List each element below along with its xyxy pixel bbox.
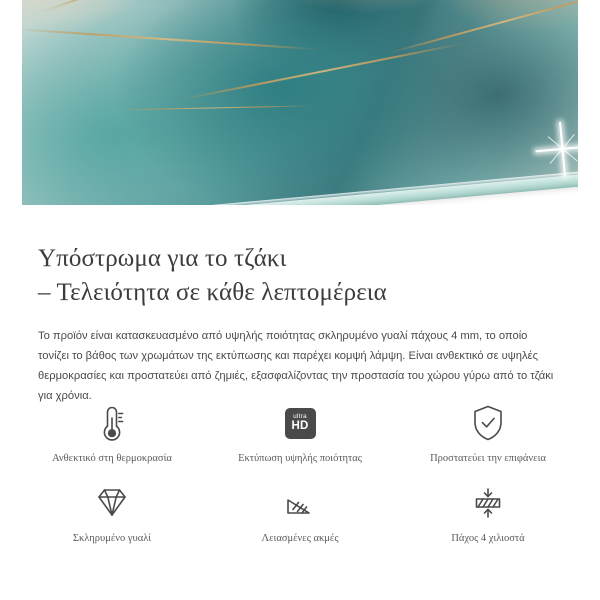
feature-label: Σκληρυμένο γυαλί <box>72 533 152 544</box>
smooth-edges-icon <box>280 480 320 526</box>
hero-image <box>0 0 600 222</box>
hero-mask-left <box>0 0 22 222</box>
thickness-4mm-icon <box>468 480 508 526</box>
feature-item-thickness <box>394 480 582 552</box>
feature-item-temperature-resistant <box>18 400 206 472</box>
hero-image-frame <box>22 0 578 205</box>
page-title-line-2: – Τελειότητα σε κάθε λεπτομέρεια <box>38 279 387 306</box>
product-description-text: Το προϊόν είναι κατασκευασμένο από υψηλής ποιότητας σκληρυμένο γυαλί πάχους 4 mm, το οποίο τονίζει το βάθος των χρωμάτων της εκτύπωσης και παρέχει κομψή λάμψη. Είναι ανθεκτικό σε υψηλές θερμοκρασίες και προστατεύει από ζημιές, εξασφαλίζοντας την προστασία του χώρου γύρω από το τζάκι για χρόνια. <box>38 330 554 402</box>
diamond-icon <box>92 480 132 526</box>
feature-label: Λειασμένες ακμές <box>261 533 339 544</box>
hero-mask-right <box>578 0 600 222</box>
glass-panel-photo <box>22 0 578 205</box>
page-title <box>0 222 600 310</box>
badge-top-text: ultra <box>293 412 307 420</box>
feature-label: Πάχος 4 χιλιοστά <box>451 533 525 544</box>
feature-item-tempered-glass <box>18 480 206 552</box>
gold-veins <box>22 0 578 205</box>
feature-grid <box>0 400 600 552</box>
feature-label: Εκτύπωση υψηλής ποιότητας <box>238 453 362 464</box>
feature-label: Προστατεύει την επιφάνεια <box>430 453 546 464</box>
feature-item-print-quality <box>206 400 394 472</box>
badge-bottom-text: HD <box>291 420 309 432</box>
thermometer-icon <box>95 400 129 446</box>
feature-label: Ανθεκτικό στη θερμοκρασία <box>52 453 172 464</box>
page-title-line-1: Υπόστρωμα για το τζάκι <box>38 245 287 272</box>
shield-check-icon <box>470 400 506 446</box>
feature-item-surface-protection <box>394 400 582 472</box>
hero-mask-bottom <box>0 205 600 222</box>
content-block <box>0 222 600 406</box>
ultra-hd-badge-icon <box>285 400 316 446</box>
feature-item-polished-edges <box>206 480 394 552</box>
